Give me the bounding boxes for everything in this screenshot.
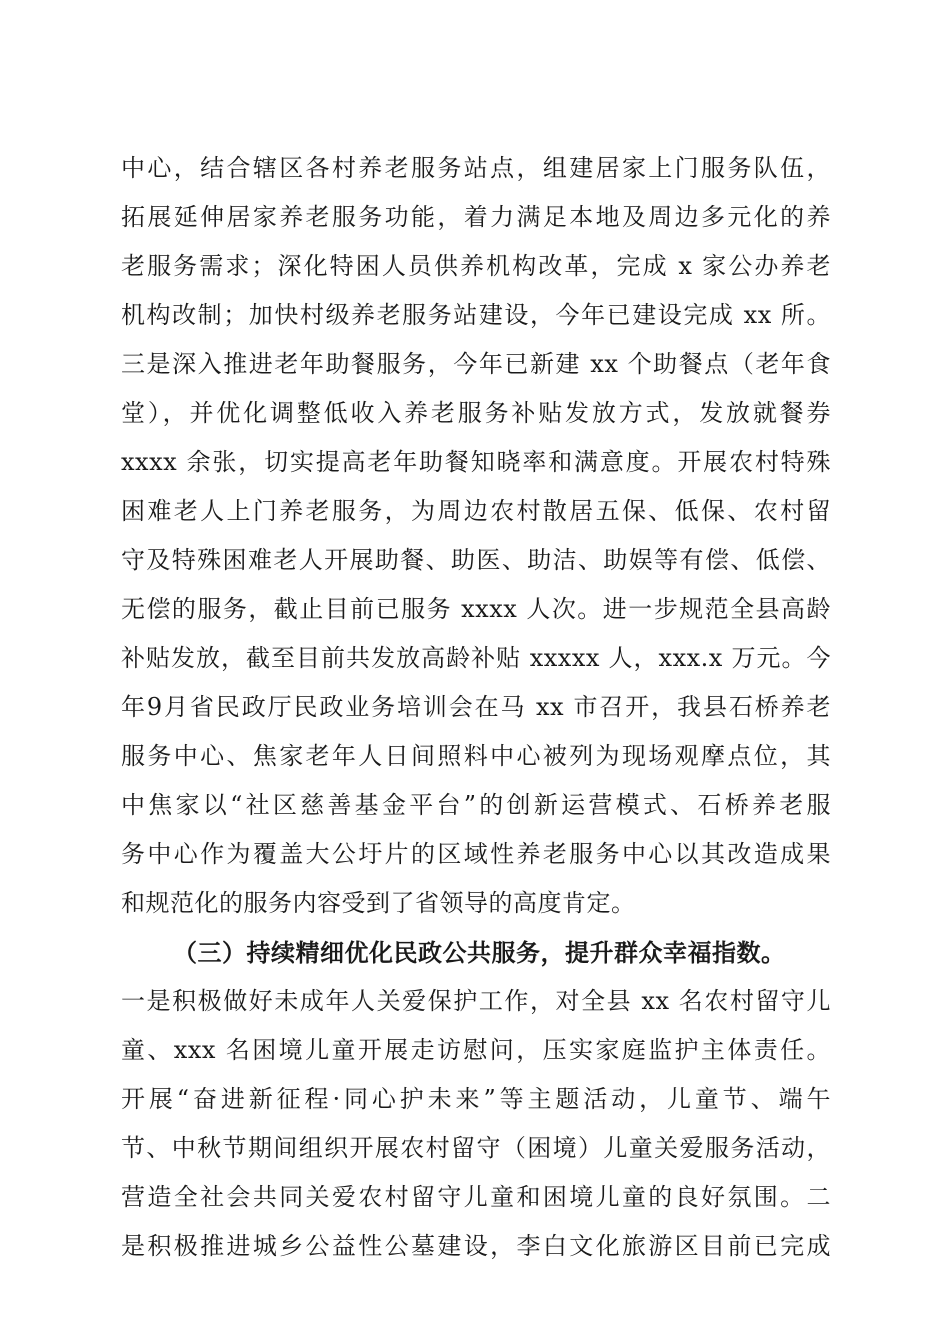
- text-line: 和规范化的服务内容受到了省领导的高度肯定。: [121, 889, 636, 917]
- text-line: 拓展延伸居家养老服务功能，着力满足本地及周边多元化的养: [121, 203, 831, 231]
- text-line: 守及特殊困难老人开展助餐、助医、助洁、助娱等有偿、低偿、: [121, 546, 831, 574]
- text-line: xxxx 余张，切实提高老年助餐知晓率和满意度。开展农村特殊: [121, 448, 831, 476]
- text-line: 补贴发放，截至目前共发放高龄补贴 xxxxx 人，xxx.x 万元。今: [121, 644, 831, 672]
- text-line: 是积极推进城乡公益性公墓建设，李白文化旅游区目前已完成: [121, 1232, 831, 1260]
- text-line: 开展“奋进新征程·同心护未来”等主题活动，儿童节、端午: [121, 1085, 831, 1113]
- text-line: 老服务需求；深化特困人员供养机构改革，完成 x 家公办养老: [121, 252, 831, 280]
- text-line: 务中心作为覆盖大公圩片的区域性养老服务中心以其改造成果: [121, 840, 831, 868]
- text-line: 服务中心、焦家老年人日间照料中心被列为现场观摩点位，其: [121, 742, 831, 770]
- text-line: 年9月省民政厅民政业务培训会在马 xx 市召开，我县石桥养老: [121, 693, 831, 721]
- text-line: 童、xxx 名困境儿童开展走访慰问，压实家庭监护主体责任。: [121, 1036, 831, 1064]
- section-heading: （三）持续精细优化民政公共服务，提升群众幸福指数。: [173, 938, 786, 967]
- text-line: 营造全社会共同关爱农村留守儿童和困境儿童的良好氛围。二: [121, 1183, 831, 1211]
- text-line: 中焦家以“社区慈善基金平台”的创新运营模式、石桥养老服: [121, 791, 831, 819]
- text-line: 堂），并优化调整低收入养老服务补贴发放方式，发放就餐券: [121, 399, 831, 427]
- text-line: 中心，结合辖区各村养老服务站点，组建居家上门服务队伍，: [121, 154, 831, 182]
- text-line: 困难老人上门养老服务，为周边农村散居五保、低保、农村留: [121, 497, 831, 525]
- text-line: 节、中秋节期间组织开展农村留守（困境）儿童关爱服务活动，: [121, 1134, 831, 1162]
- text-line: 无偿的服务，截止目前已服务 xxxx 人次。进一步规范全县高龄: [121, 595, 831, 623]
- body-text: [121, 144, 831, 1271]
- text-line: 三是深入推进老年助餐服务，今年已新建 xx 个助餐点（老年食: [121, 350, 831, 378]
- text-line: 机构改制；加快村级养老服务站建设，今年已建设完成 xx 所。: [121, 301, 831, 329]
- text-line: 一是积极做好未成年人关爱保护工作，对全县 xx 名农村留守儿: [121, 987, 831, 1015]
